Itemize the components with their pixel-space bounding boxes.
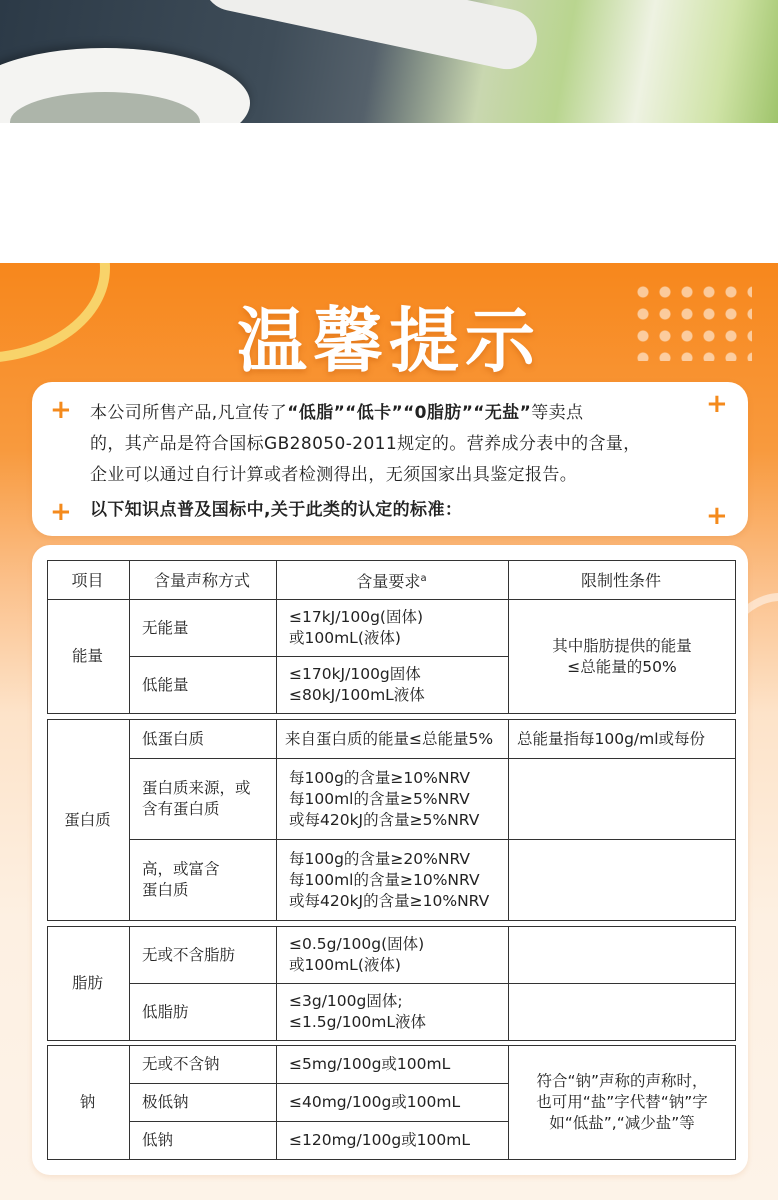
sodium-item: 钠: [48, 1046, 130, 1160]
table-row: [48, 927, 736, 984]
requirement-cell: ≤0.5g/100g(固体) 或100mL(液体): [277, 927, 509, 984]
claim-cell: 低蛋白质: [130, 720, 277, 759]
claim-cell: 低能量: [130, 657, 277, 714]
requirement-cell: 每100g的含量≥20%NRV 每100ml的含量≥10%NRV 或每420kJ的含量≥10%NRV: [277, 840, 509, 921]
section-title: 温馨提示: [237, 300, 541, 382]
table-row: [48, 840, 736, 921]
table-row: [48, 1046, 736, 1084]
table-row: [48, 759, 736, 840]
condition-cell: [509, 759, 736, 840]
table-row: [48, 720, 736, 759]
requirement-cell: ≤17kJ/100g(固体) 或100mL(液体): [277, 600, 509, 657]
plus-icon: +: [706, 389, 728, 419]
notice-card: [32, 382, 748, 536]
table-header-row: [48, 561, 736, 600]
protein-item: 蛋白质: [48, 720, 130, 921]
requirement-cell: ≤170kJ/100g固体 ≤80kJ/100mL液体: [277, 657, 509, 714]
claim-cell: 极低钠: [130, 1084, 277, 1122]
plus-icon: +: [50, 395, 72, 425]
claim-cell: 高，或富含 蛋白质: [130, 840, 277, 921]
claim-cell: 低脂肪: [130, 984, 277, 1041]
header-requirement: 含量要求$^a$: [277, 561, 509, 600]
food-photo-banner: [0, 0, 778, 123]
plus-icon: +: [706, 501, 728, 531]
notice-line-4: 以下知识点普及国标中,关于此类的认定的标准：: [90, 500, 463, 520]
header-claim: 含量声称方式: [130, 561, 277, 600]
requirement-cell: 每100g的含量≥10%NRV 每100ml的含量≥5%NRV 或每420kJ的含量≥5%NRV: [277, 759, 509, 840]
claim-cell: 蛋白质来源，或 含有蛋白质: [130, 759, 277, 840]
requirement-cell: ≤120mg/100g或100mL: [277, 1122, 509, 1160]
notice-line-2: 的，其产品是符合国标GB28050-2011规定的。营养成分表中的含量，: [90, 434, 641, 454]
plus-icon: +: [50, 497, 72, 527]
condition-cell: [509, 840, 736, 921]
condition-cell: 其中脂肪提供的能量 ≤总能量的50%: [509, 600, 736, 714]
requirement-cell: ≤3g/100g固体; ≤1.5g/100mL液体: [277, 984, 509, 1041]
header-condition: 限制性条件: [509, 561, 736, 600]
header-item: 项目: [48, 561, 130, 600]
fat-item: 脂肪: [48, 927, 130, 1041]
notice-line-1: 本公司所售产品,凡宣传了“低脂”“低卡”“0脂肪”“无盐”等卖点: [90, 403, 584, 423]
energy-item: 能量: [48, 600, 130, 714]
sodium-table: [47, 1045, 736, 1160]
claim-cell: 无或不含钠: [130, 1046, 277, 1084]
notice-line-3: 企业可以通过自行计算或者检测得出，无须国家出具鉴定报告。: [90, 465, 578, 485]
requirement-cell: ≤5mg/100g或100mL: [277, 1046, 509, 1084]
table-row: [48, 600, 736, 657]
claim-cell: 无能量: [130, 600, 277, 657]
condition-cell: 符合“钠”声称的声称时， 也可用“盐”字代替“钠”字 如“低盐”,“减少盐”等: [509, 1046, 736, 1160]
fat-table: [47, 926, 736, 1041]
requirement-cell: 来自蛋白质的能量≤总能量5%: [277, 720, 509, 759]
requirement-cell: ≤40mg/100g或100mL: [277, 1084, 509, 1122]
condition-cell: [509, 927, 736, 984]
blank-spacer: [0, 123, 778, 263]
protein-table: [47, 719, 736, 921]
claim-cell: 低钠: [130, 1122, 277, 1160]
table-row: [48, 984, 736, 1041]
energy-table: [47, 560, 736, 714]
condition-cell: [509, 984, 736, 1041]
condition-cell: 总能量指每100g/ml或每份: [509, 720, 736, 759]
spoon-shape: [197, 0, 542, 75]
claim-cell: 无或不含脂肪: [130, 927, 277, 984]
